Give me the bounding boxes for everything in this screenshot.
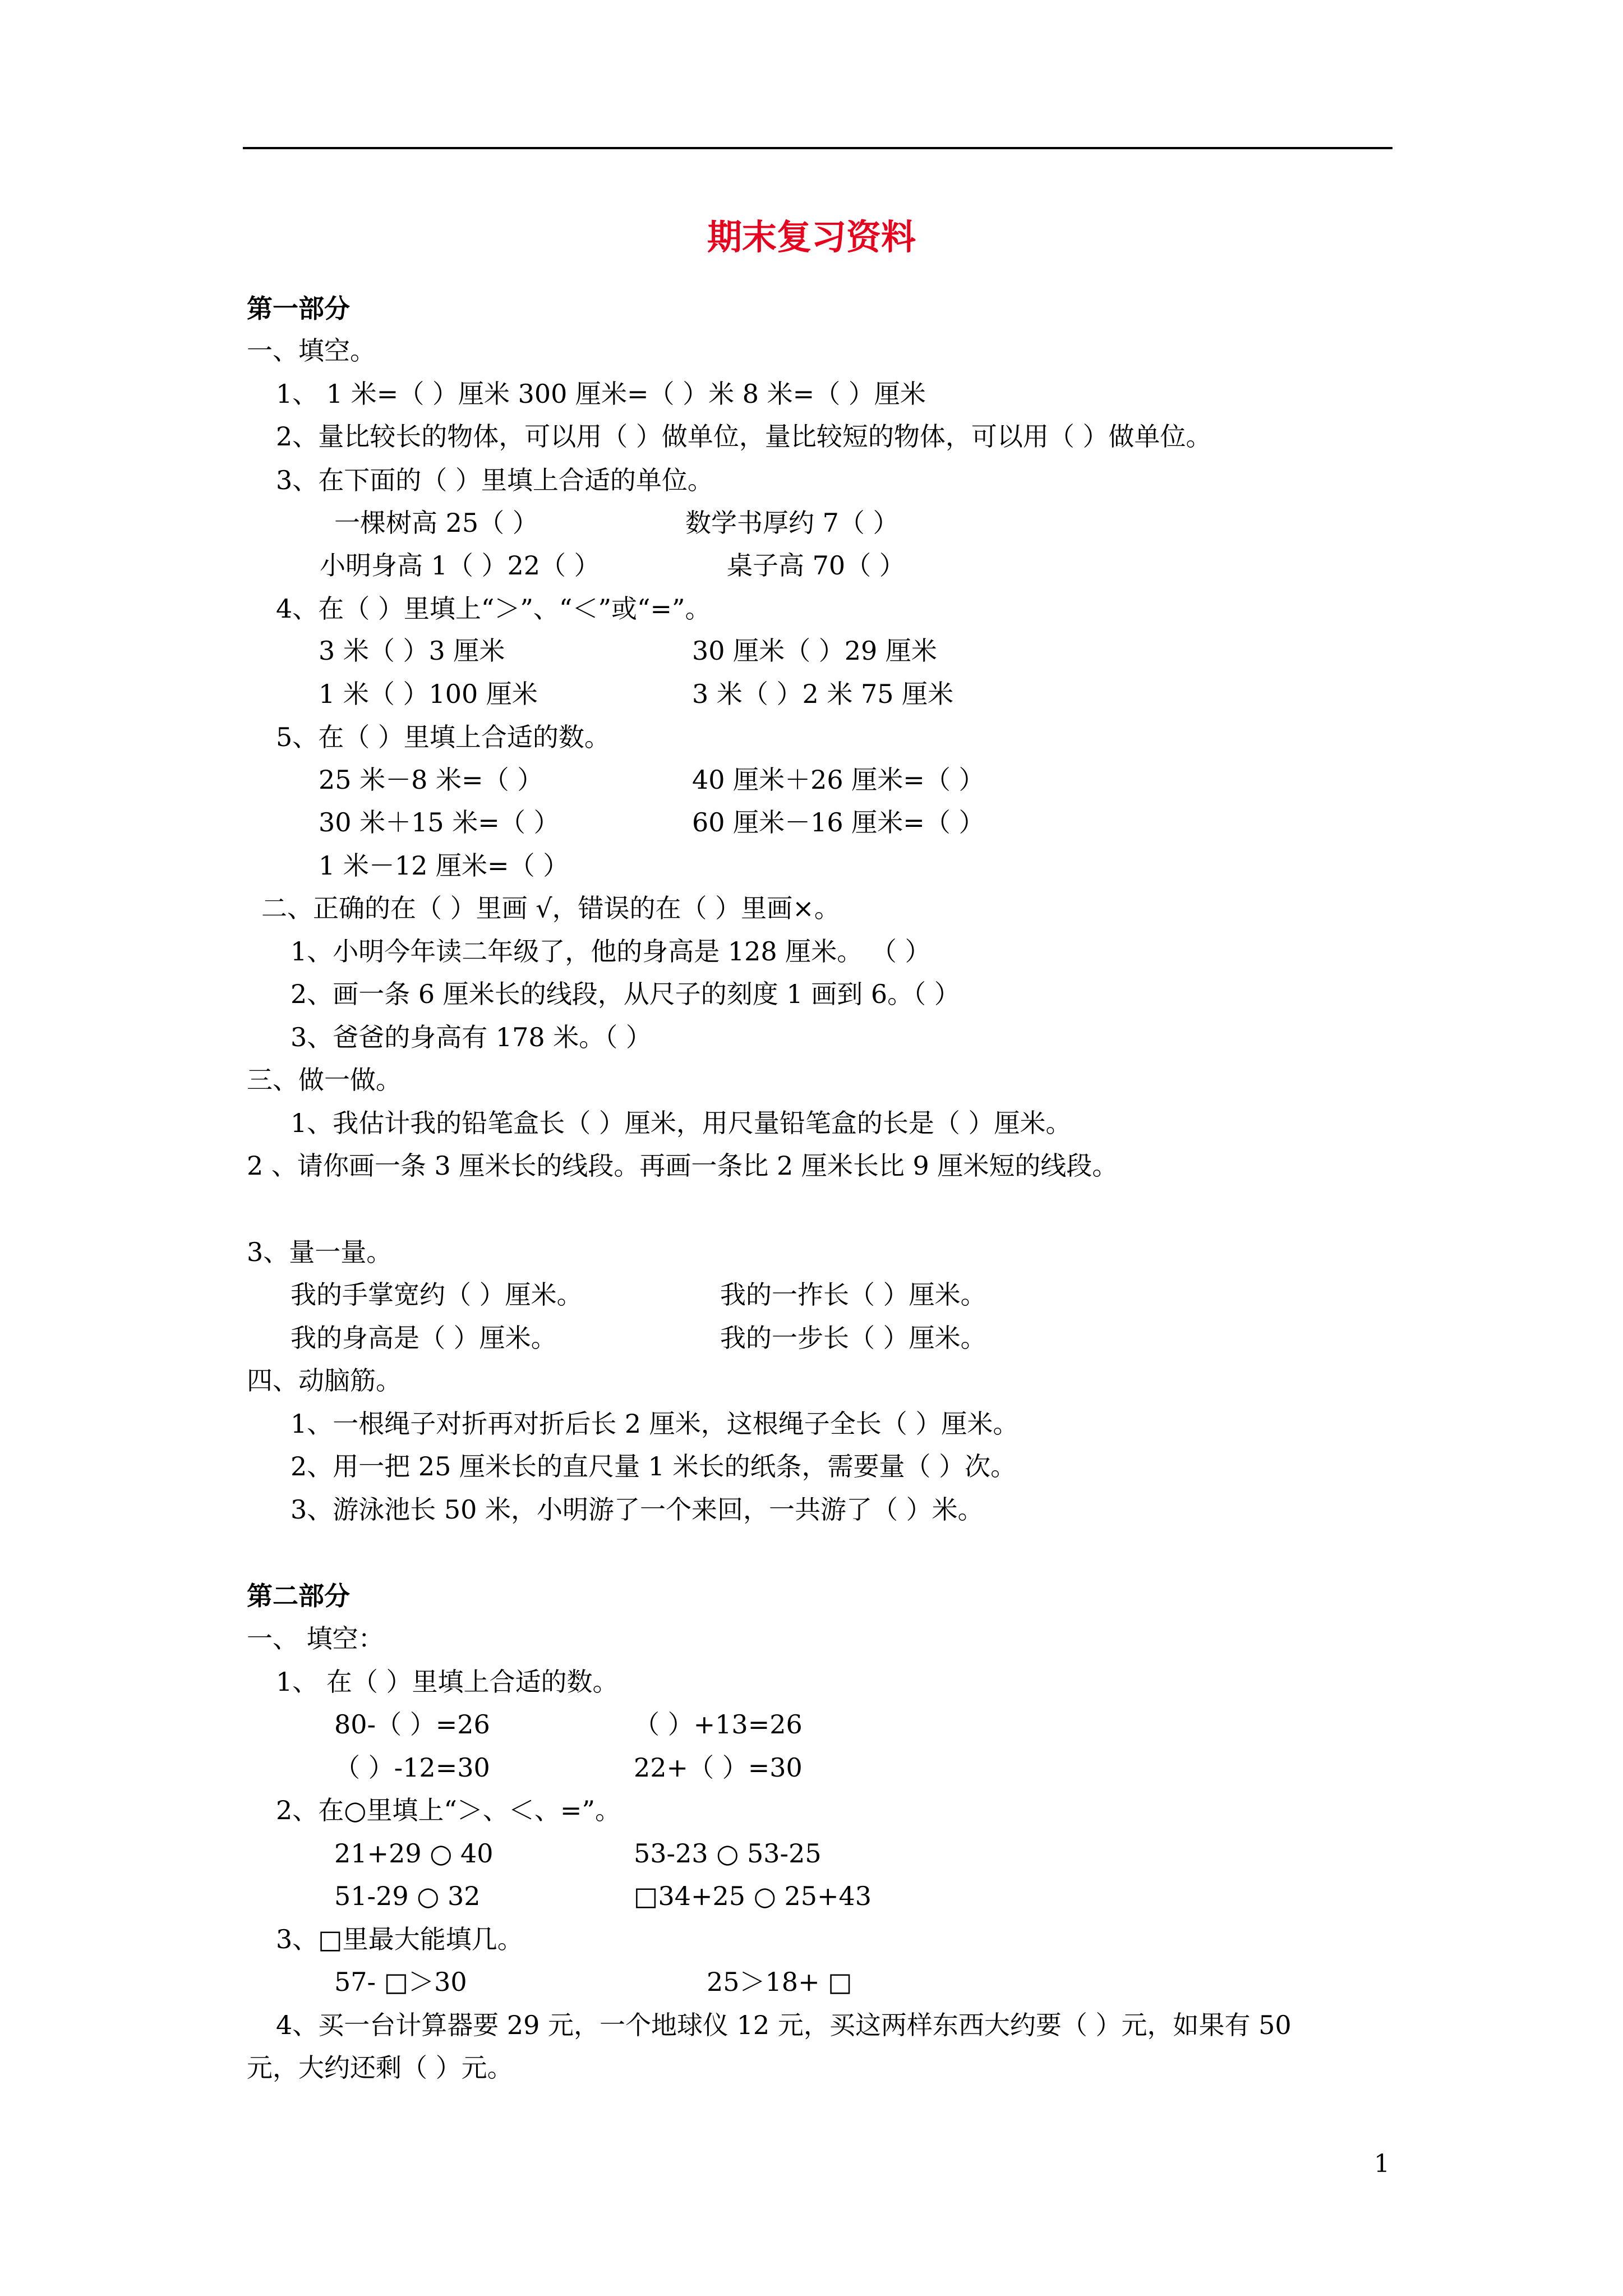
text-line: 1 米－12 厘米=（ ） xyxy=(319,850,569,881)
text-line: 元，大约还剩（ ）元。 xyxy=(247,2053,513,2083)
section-heading: 第一部分 xyxy=(247,293,350,324)
text-line: 我的手掌宽约（ ）厘米。 xyxy=(291,1280,583,1310)
text-line: 57- □＞30 xyxy=(334,1967,467,1997)
text-line: 25＞18+ □ xyxy=(707,1967,852,1997)
header-rule xyxy=(243,147,1393,149)
text-line: 一、 填空： xyxy=(247,1623,384,1654)
text-line: 1、小明今年读二年级了，他的身高是 128 厘米。 （ ） xyxy=(291,936,931,967)
text-line: （ ）+13=26 xyxy=(634,1709,803,1740)
text-line: 60 厘米－16 厘米=（ ） xyxy=(692,807,985,838)
text-line: 我的一拃长（ ）厘米。 xyxy=(720,1280,986,1310)
text-line: □34+25 ○ 25+43 xyxy=(634,1881,872,1911)
text-line: 80-（ ）=26 xyxy=(334,1709,490,1740)
text-line: 3、在下面的（ ）里填上合适的单位。 xyxy=(276,465,713,495)
text-line: 4、在（ ）里填上“＞”、“＜”或“=”。 xyxy=(276,593,711,624)
text-line: 小明身高 1（ ）22（ ） xyxy=(320,550,600,581)
text-line: 1、一根绳子对折再对折后长 2 厘米，这根绳子全长（ ）厘米。 xyxy=(291,1409,1019,1439)
page-title: 期末复习资料 xyxy=(707,217,916,257)
text-line: 4、买一台计算器要 29 元，一个地球仪 12 元，买这两样东西大约要（ ）元，如果有 50 xyxy=(276,2010,1292,2040)
text-line: 53-23 ○ 53-25 xyxy=(634,1838,822,1869)
text-line: （ ）-12=30 xyxy=(334,1752,490,1783)
text-line: 3 米（ ）2 米 75 厘米 xyxy=(692,679,954,709)
text-line: 三、做一做。 xyxy=(247,1065,402,1095)
text-line: 2、在○里填上“＞、＜、=”。 xyxy=(276,1795,621,1825)
page-number: 1 xyxy=(1374,2150,1390,2178)
text-line: 21+29 ○ 40 xyxy=(334,1838,494,1869)
text-line: 数学书厚约 7（ ） xyxy=(685,508,899,538)
text-line: 5、在（ ）里填上合适的数。 xyxy=(276,722,610,752)
text-line: 一、填空。 xyxy=(247,335,376,366)
text-line: 3、量一量。 xyxy=(247,1237,393,1267)
text-line: 我的身高是（ ）厘米。 xyxy=(291,1323,557,1353)
text-line: 1 米（ ）100 厘米 xyxy=(319,679,538,709)
text-line: 3、□里最大能填几。 xyxy=(276,1924,523,1954)
text-line: 25 米－8 米=（ ） xyxy=(319,765,543,795)
text-line: 2、用一把 25 厘米长的直尺量 1 米长的纸条，需要量（ ）次。 xyxy=(291,1451,1017,1481)
text-line: 30 米＋15 米=（ ） xyxy=(319,807,560,838)
text-line: 我的一步长（ ）厘米。 xyxy=(720,1323,986,1353)
text-line: 40 厘米＋26 厘米=（ ） xyxy=(692,765,985,795)
text-line: 51-29 ○ 32 xyxy=(334,1881,481,1911)
section-heading: 第二部分 xyxy=(247,1581,350,1611)
text-line: 1、 1 米=（ ）厘米 300 厘米=（ ）米 8 米=（ ）厘米 xyxy=(276,379,926,409)
text-line: 3 米（ ）3 厘米 xyxy=(319,636,505,666)
text-line: 3、爸爸的身高有 178 米。（ ） xyxy=(291,1022,652,1052)
text-line: 30 厘米（ ）29 厘米 xyxy=(692,636,937,666)
text-line: 2 、请你画一条 3 厘米长的线段。再画一条比 2 厘米长比 9 厘米短的线段。 xyxy=(247,1151,1118,1181)
text-line: 2、量比较长的物体，可以用（ ）做单位，量比较短的物体，可以用（ ）做单位。 xyxy=(276,421,1212,452)
text-line: 1、 在（ ）里填上合适的数。 xyxy=(276,1667,619,1697)
text-line: 二、正确的在（ ）里画 √，错误的在（ ）里画×。 xyxy=(261,893,840,923)
text-line: 22+（ ）=30 xyxy=(634,1752,803,1783)
text-line: 3、游泳池长 50 米，小明游了一个来回，一共游了（ ）米。 xyxy=(291,1494,984,1525)
text-line: 2、画一条 6 厘米长的线段，从尺子的刻度 1 画到 6。（ ） xyxy=(291,979,960,1009)
text-line: 桌子高 70（ ） xyxy=(727,550,905,581)
text-line: 四、动脑筋。 xyxy=(247,1365,402,1396)
text-line: 一棵树高 25（ ） xyxy=(334,508,538,538)
text-line: 1、我估计我的铅笔盒长（ ）厘米，用尺量铅笔盒的长是（ ）厘米。 xyxy=(291,1108,1072,1138)
